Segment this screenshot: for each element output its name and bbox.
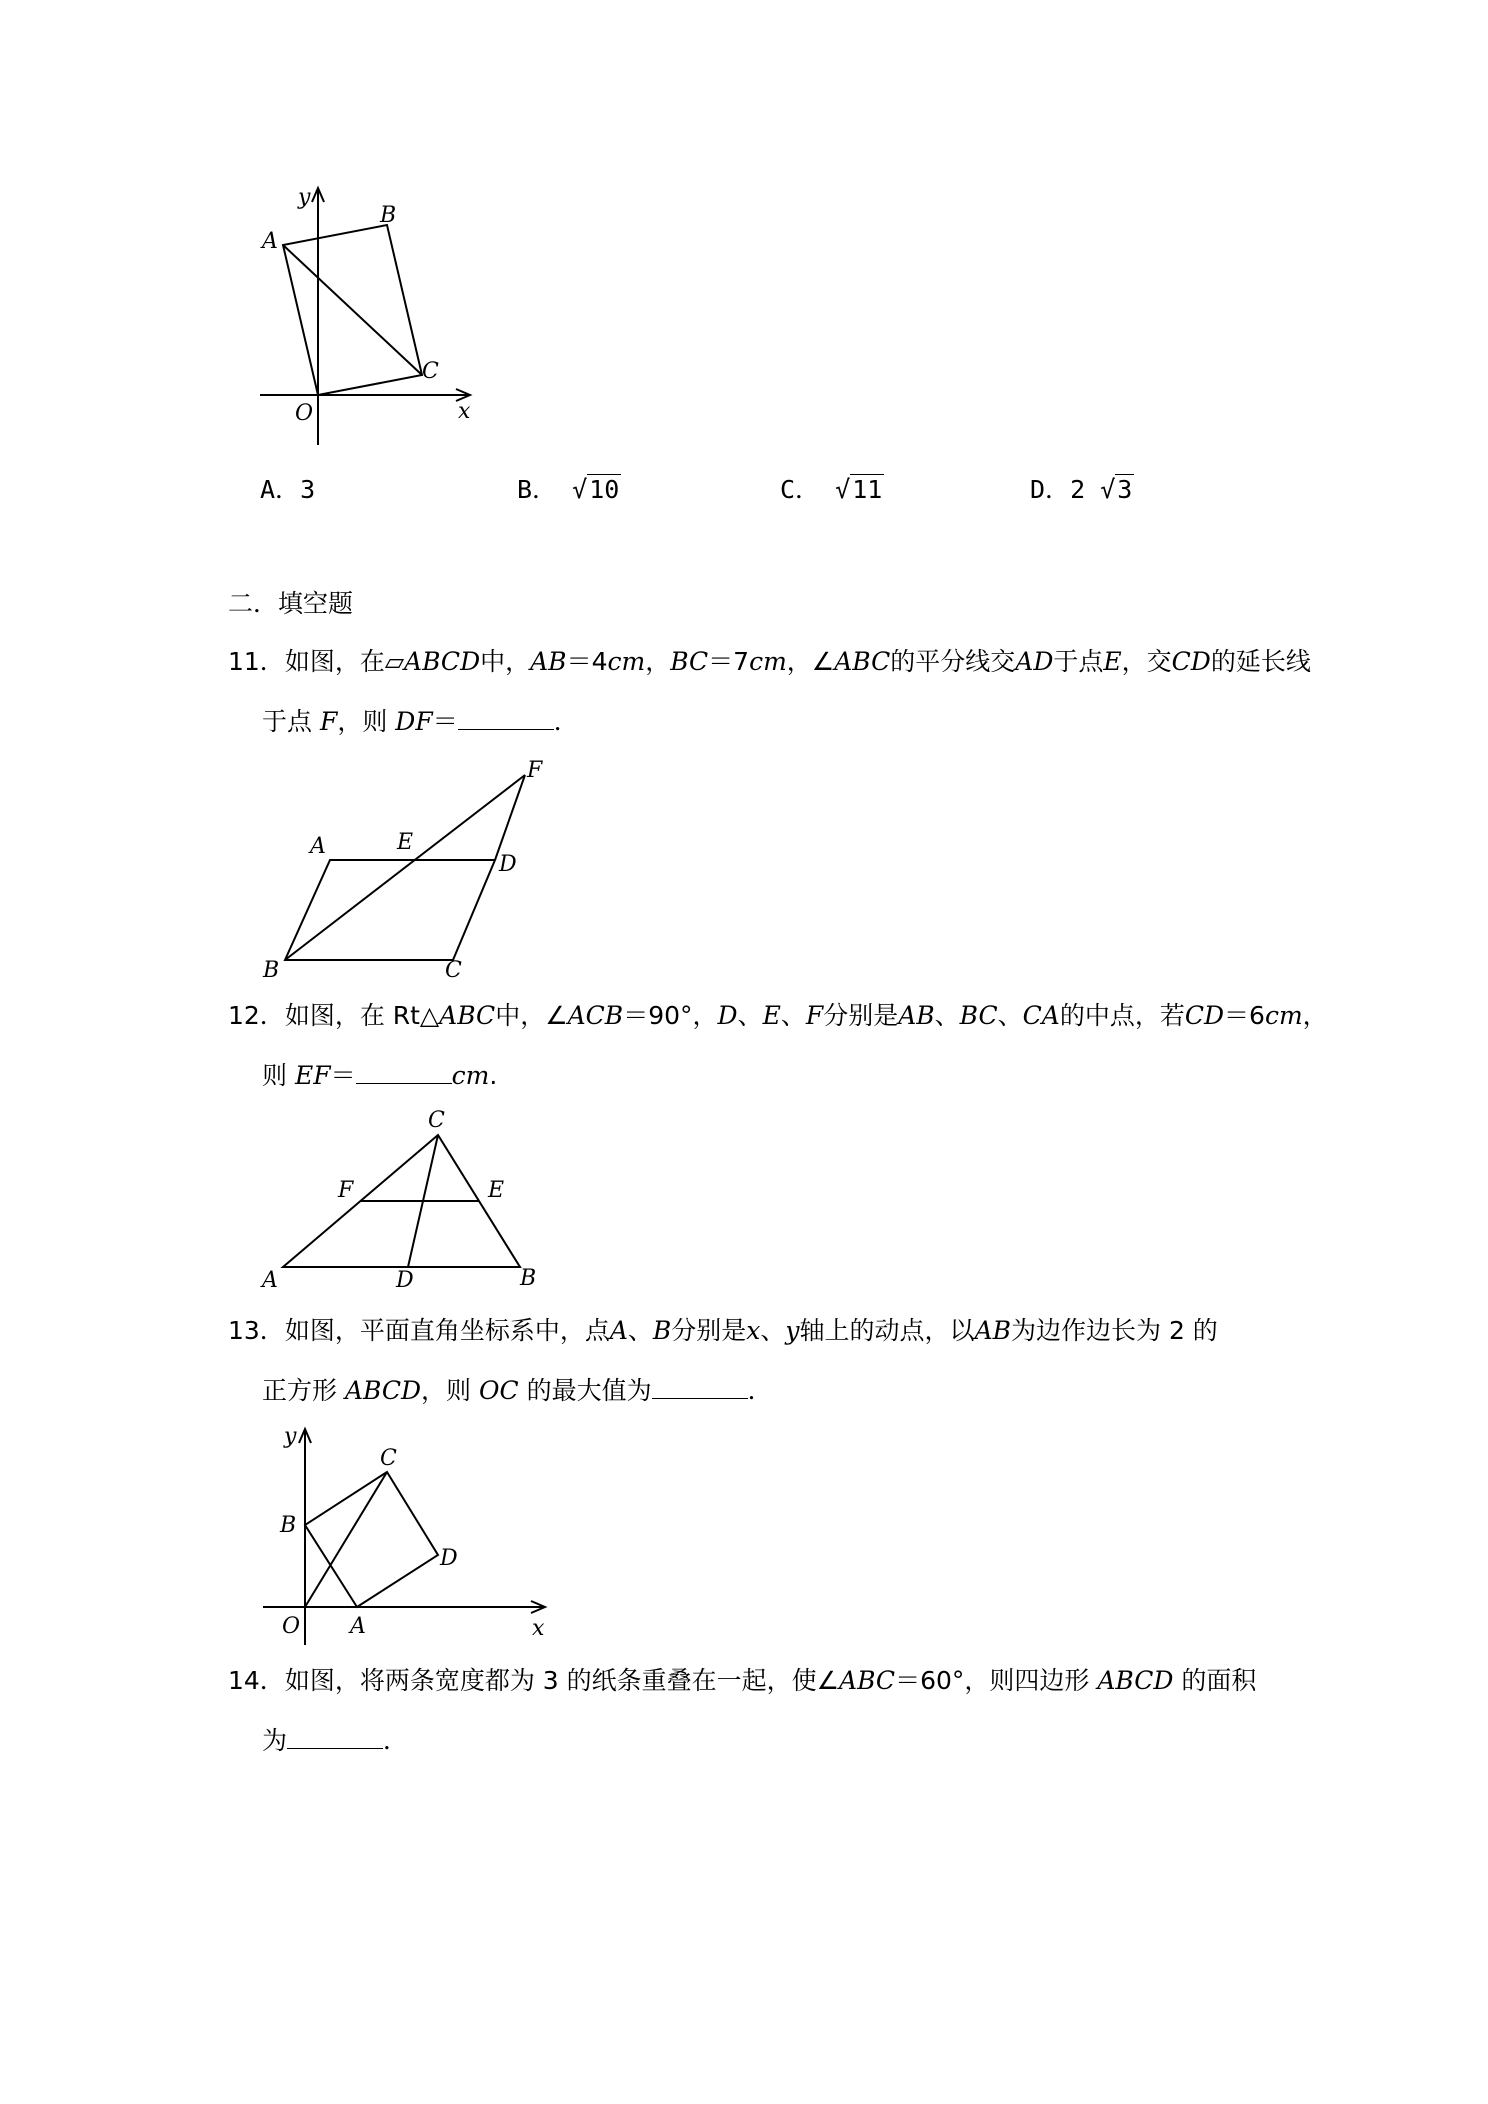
- label-C: C: [422, 359, 439, 384]
- label-F: F: [338, 1178, 354, 1203]
- label-x: x: [532, 1616, 545, 1641]
- label-y: y: [298, 185, 311, 210]
- answer-blank[interactable]: [287, 1728, 383, 1749]
- q11-figure: [255, 755, 565, 985]
- q13-line1: 13．如图，平面直角坐标系中，点A、B分别是x、y轴上的动点，以AB为边作边长为 2 的: [228, 1316, 1218, 1345]
- label-D: D: [440, 1546, 458, 1571]
- label-F: F: [527, 758, 543, 783]
- label-E: E: [488, 1178, 505, 1203]
- sqrt-10: √10: [572, 475, 620, 504]
- label-C: C: [445, 958, 462, 983]
- q13-line2: 正方形 ABCD，则 OC 的最大值为 ．: [262, 1376, 773, 1405]
- label-A: A: [310, 834, 326, 859]
- label-y: y: [284, 1424, 297, 1449]
- q10-option-d: D．2 √3: [1030, 475, 1133, 504]
- label-B: B: [263, 958, 280, 983]
- answer-blank[interactable]: [356, 1063, 452, 1084]
- q13-figure: [260, 1415, 560, 1650]
- bisector-BF: [285, 775, 525, 960]
- label-B: B: [380, 203, 397, 228]
- label-x: x: [458, 399, 471, 424]
- label-O: O: [295, 401, 314, 426]
- label-B: B: [520, 1266, 537, 1291]
- square-ABCD: [305, 1472, 438, 1607]
- label-D: D: [499, 852, 517, 877]
- label-O: O: [282, 1614, 301, 1639]
- q12-line2: 则 EF＝ cm.: [262, 1061, 498, 1090]
- answer-blank[interactable]: [458, 709, 554, 730]
- q11-line2: 于点 F，则 DF＝ ．: [262, 707, 579, 736]
- label-A: A: [350, 1614, 366, 1639]
- q10-option-c: C． √11: [780, 475, 883, 504]
- label-C: C: [428, 1108, 445, 1133]
- label-E: E: [397, 830, 414, 855]
- section-title: 二．填空题: [228, 589, 354, 618]
- label-A: A: [262, 1268, 278, 1293]
- parallelogram-ABCD: [285, 860, 495, 960]
- label-B: B: [280, 1513, 297, 1538]
- q14-line2: 为 ．: [262, 1726, 409, 1755]
- answer-blank[interactable]: [652, 1378, 748, 1399]
- q11-line1: 11．如图，在▱ABCD中，AB＝4cm，BC＝7cm，∠ABC的平分线交AD于点E，交CD的延长线: [228, 647, 1311, 676]
- q14-line1: 14．如图，将两条宽度都为 3 的纸条重叠在一起，使∠ABC＝60°，则四边形 ABCD 的面积: [228, 1666, 1257, 1695]
- diagonal-AC: [283, 245, 422, 375]
- segment-OC: [305, 1472, 387, 1607]
- q12-figure: [258, 1105, 558, 1295]
- label-C: C: [380, 1446, 397, 1471]
- label-A: A: [262, 229, 278, 254]
- q12-line1: 12．如图，在 Rt△ABC中，∠ACB＝90°，D、E、F分别是AB、BC、CA的中点，若CD＝6cm，: [228, 1001, 1328, 1030]
- q10-figure: [250, 180, 490, 450]
- q10-option-b: B． √10: [517, 475, 620, 504]
- sqrt-11: √11: [835, 475, 883, 504]
- label-D: D: [396, 1268, 414, 1293]
- sqrt-3: √3: [1100, 475, 1133, 504]
- q10-option-a: A．3: [260, 475, 316, 504]
